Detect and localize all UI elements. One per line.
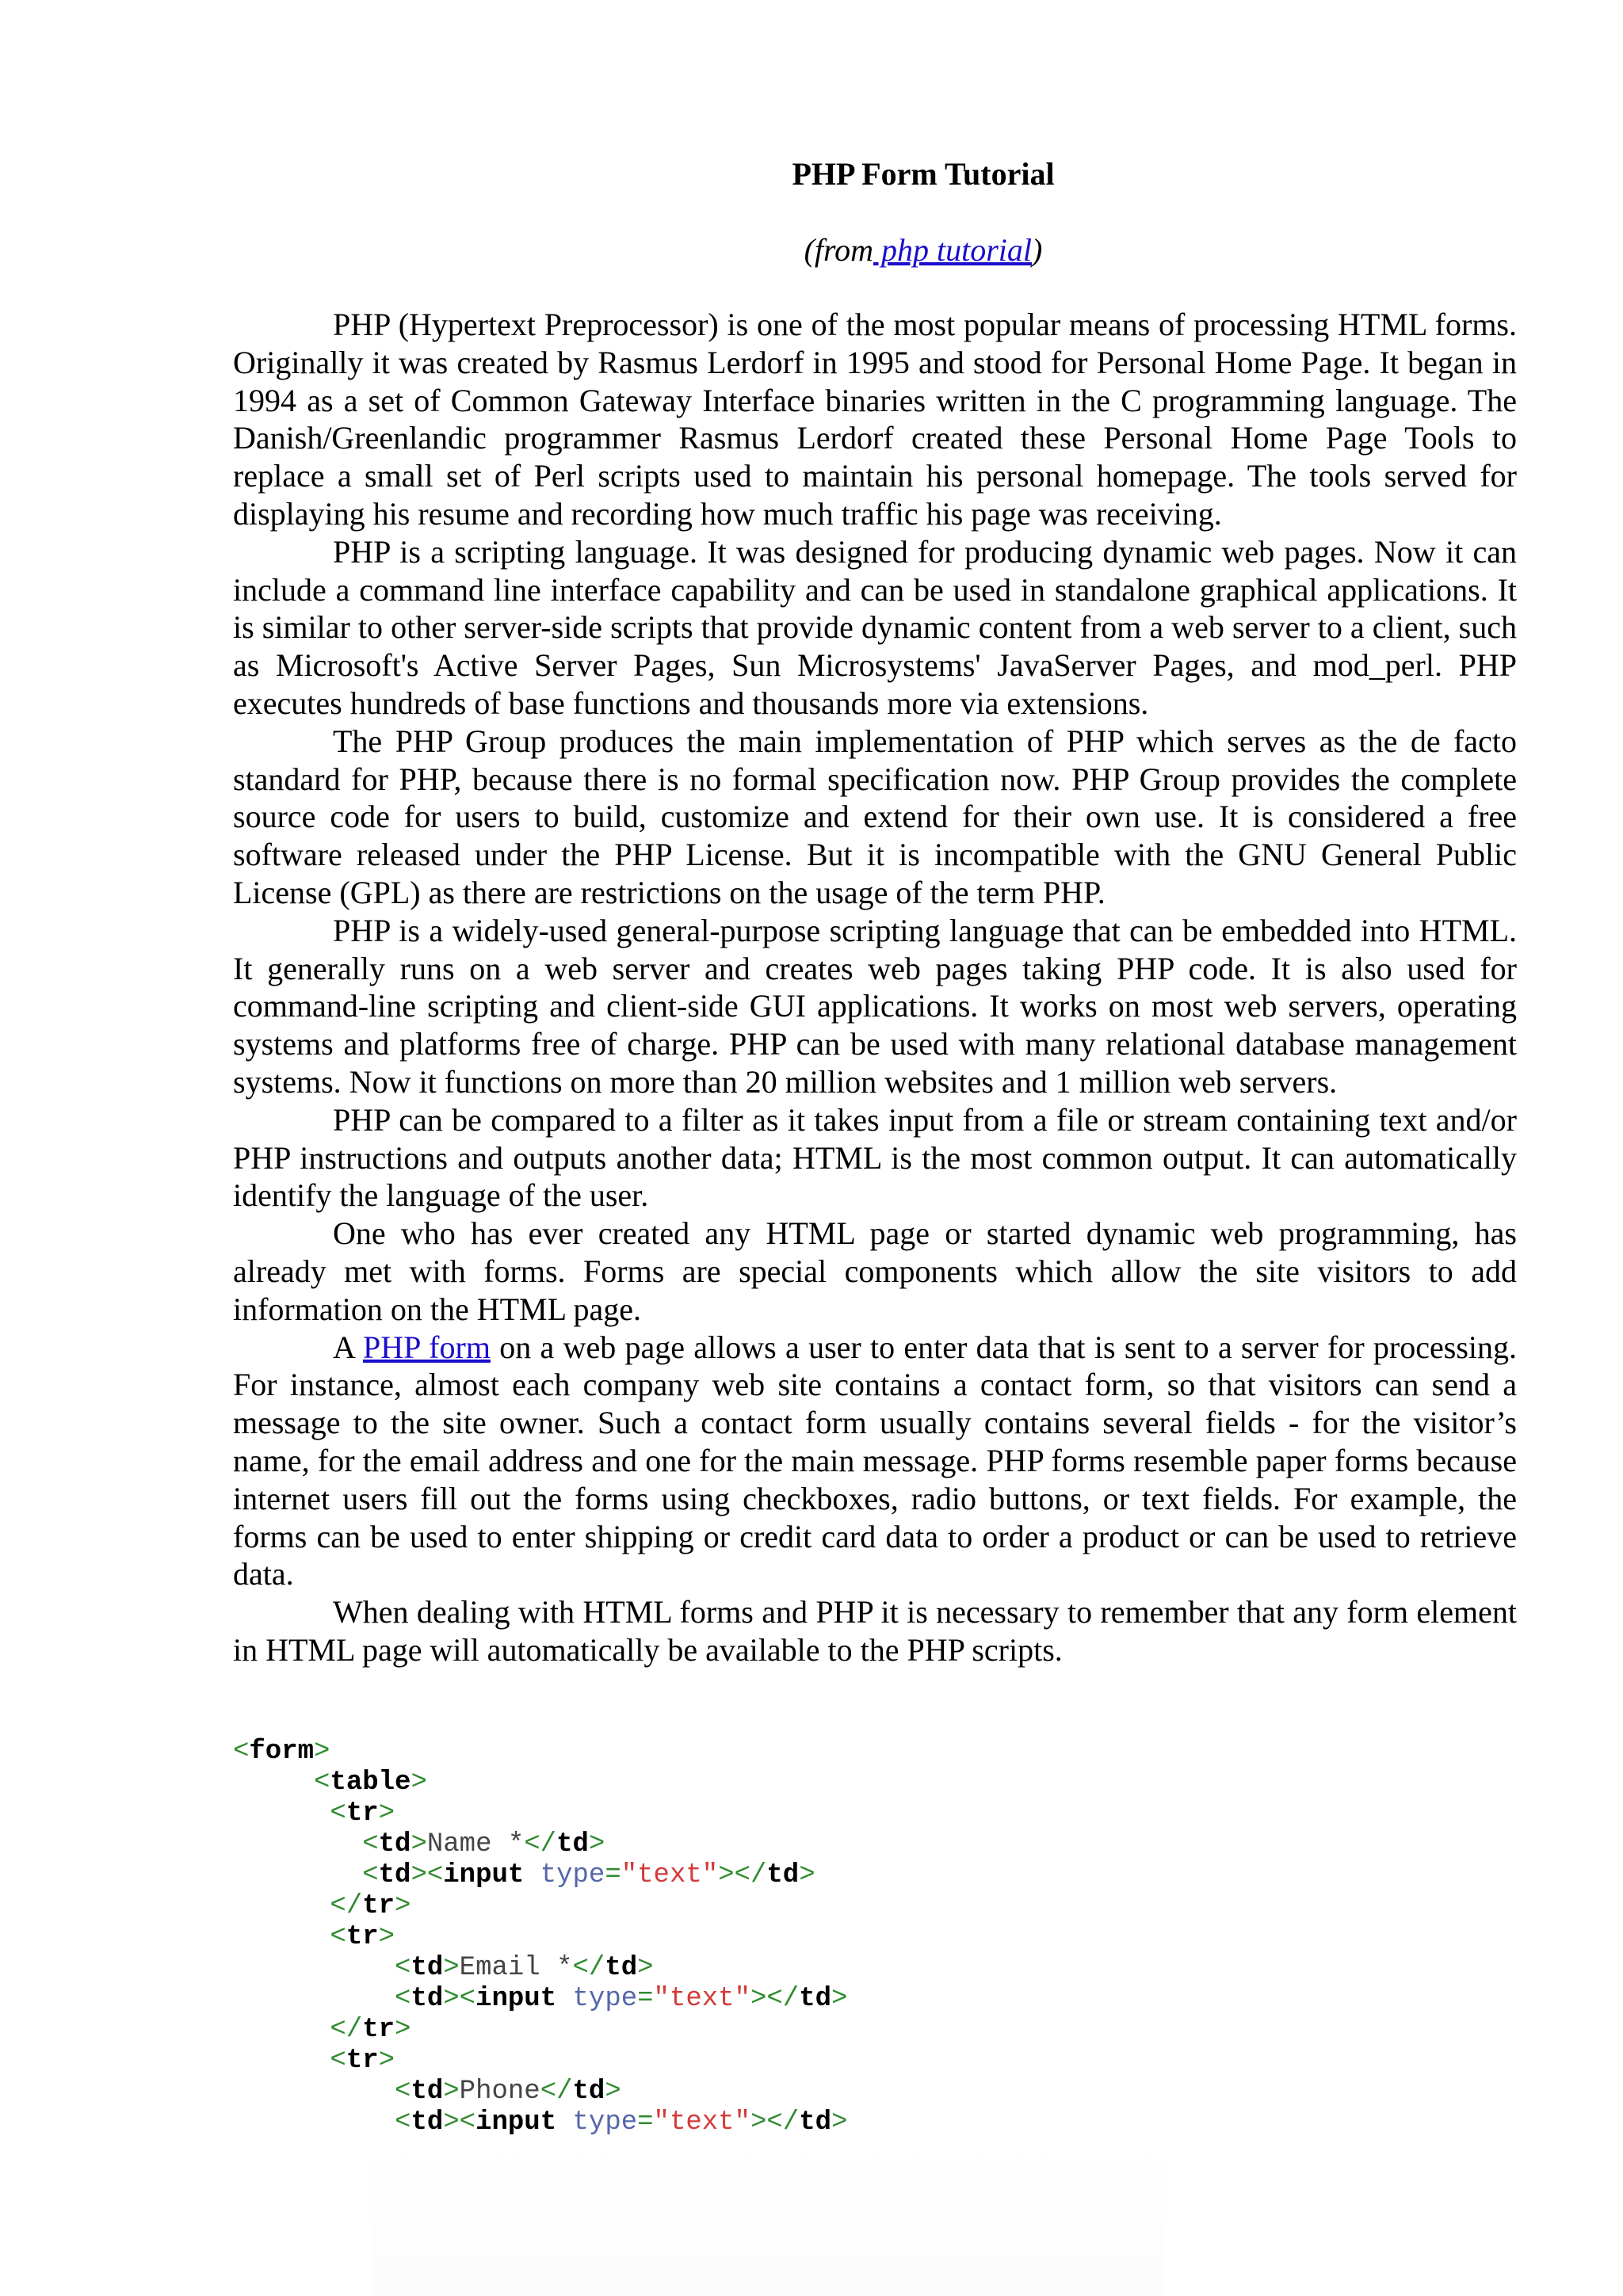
- code-line-table-open: <table>: [314, 1768, 427, 1798]
- code-line-form-open: <form>: [233, 1737, 330, 1767]
- code-line-tr-open: <tr>: [330, 1798, 395, 1829]
- code-line-name-label: <td>Name *</td>: [362, 1829, 605, 1859]
- code-line-tr-close: </tr>: [330, 1891, 411, 1921]
- document-title: PHP Form Tutorial: [792, 156, 1055, 192]
- code-line-email-input: <td><input type="text"></td>: [395, 1984, 848, 2014]
- php-tutorial-link[interactable]: php tutorial: [873, 232, 1033, 268]
- code-line-tr-open-3: <tr>: [330, 2046, 395, 2076]
- subtitle-prefix: (from: [804, 232, 874, 268]
- paragraph-scripting-language: PHP is a scripting language. It was designed for producing dynamic web pages. Now it can include a command line interface capability and can be used in standalone graphical applications. It is similar to other server-side scripts that provide dynamic content from a web server to a client, such as Microsoft's Active Server Pages, Sun Microsystems' JavaServer Pages, and mod_perl. PHP executes hundreds of base functions and thousands more via extensions.: [233, 533, 1517, 721]
- code-block: [233, 1737, 1422, 2138]
- code-line-phone-input: <td><input type="text"></td>: [395, 2107, 848, 2138]
- code-line-email-label: <td>Email *</td>: [395, 1953, 654, 1983]
- paragraph-general-purpose: PHP is a widely-used general-purpose scripting language that can be embedded into HTML. It generally runs on a web server and creates web pages taking PHP code. It is also used for command-line scripting and client-side GUI applications. It works on most web servers, operating systems and platforms free of charge. PHP can be used with many relational database management systems. Now it functions on more than 20 million websites and 1 million web servers.: [233, 912, 1517, 1100]
- document-subtitle: [0, 231, 1623, 269]
- paragraph-intro: PHP (Hypertext Preprocessor) is one of the most popular means of processing HTML forms. Originally it was created by Rasmus Lerdorf in 1995 and stood for Personal Home Page. It began in 1994 as a set of Common Gateway Interface binaries written in the C programming language. The Danish/Greenlandic programmer Rasmus Lerdorf created these Personal Home Page Tools to replace a small set of Perl scripts used to maintain his personal homepage. The tools served for displaying his resume and recording how much traffic his page was receiving.: [233, 307, 1517, 532]
- paragraph-forms-intro: One who has ever created any HTML page or started dynamic web programming, has already met with forms. Forms are special components which allow the site visitors to add information on the HTML page.: [233, 1215, 1517, 1327]
- code-background: [372, 2139, 1165, 2296]
- code-line-name-input: <td><input type="text"></td>: [362, 1860, 815, 1890]
- code-line-tr-open-2: <tr>: [330, 1922, 395, 1952]
- subtitle-suffix: ): [1032, 232, 1043, 268]
- paragraph-filter: PHP can be compared to a filter as it takes input from a file or stream containing text and/or PHP instructions and outputs another data; HTML is the most common output. It can automatically identify the language of the user.: [233, 1101, 1517, 1214]
- document-body: [233, 306, 1517, 1669]
- paragraph-html-forms: When dealing with HTML forms and PHP it is necessary to remember that any form element in HTML page will automatically be available to the PHP scripts.: [233, 1594, 1517, 1668]
- paragraph-php-group: The PHP Group produces the main implementation of PHP which serves as the de facto standard for PHP, because there is no formal specification now. PHP Group provides the complete source code for users to build, customize and extend for their own use. It is considered a free software released under the PHP License. But it is incompatible with the GNU General Public License (GPL) as there are restrictions on the usage of the term PHP.: [233, 723, 1517, 910]
- php-form-prefix: A: [333, 1329, 363, 1365]
- php-form-text: on a web page allows a user to enter data that is sent to a server for processing. For instance, almost each company web site contains a contact form, so that visitors can send a message to the site owner. Such a contact form usually contains several fields - for the visitor’s name, for the email address and one for the main message. PHP forms resemble paper forms because internet users fill out the forms using checkboxes, radio buttons, or text fields. For example, the forms can be used to enter shipping or credit card data to order a product or can be used to retrieve data.: [233, 1329, 1518, 1592]
- paragraph-php-form: [233, 1329, 1517, 1594]
- code-line-tr-close-2: </tr>: [330, 2015, 411, 2045]
- php-form-link[interactable]: PHP form: [362, 1329, 491, 1365]
- code-line-phone-label: <td>Phone</td>: [395, 2077, 621, 2107]
